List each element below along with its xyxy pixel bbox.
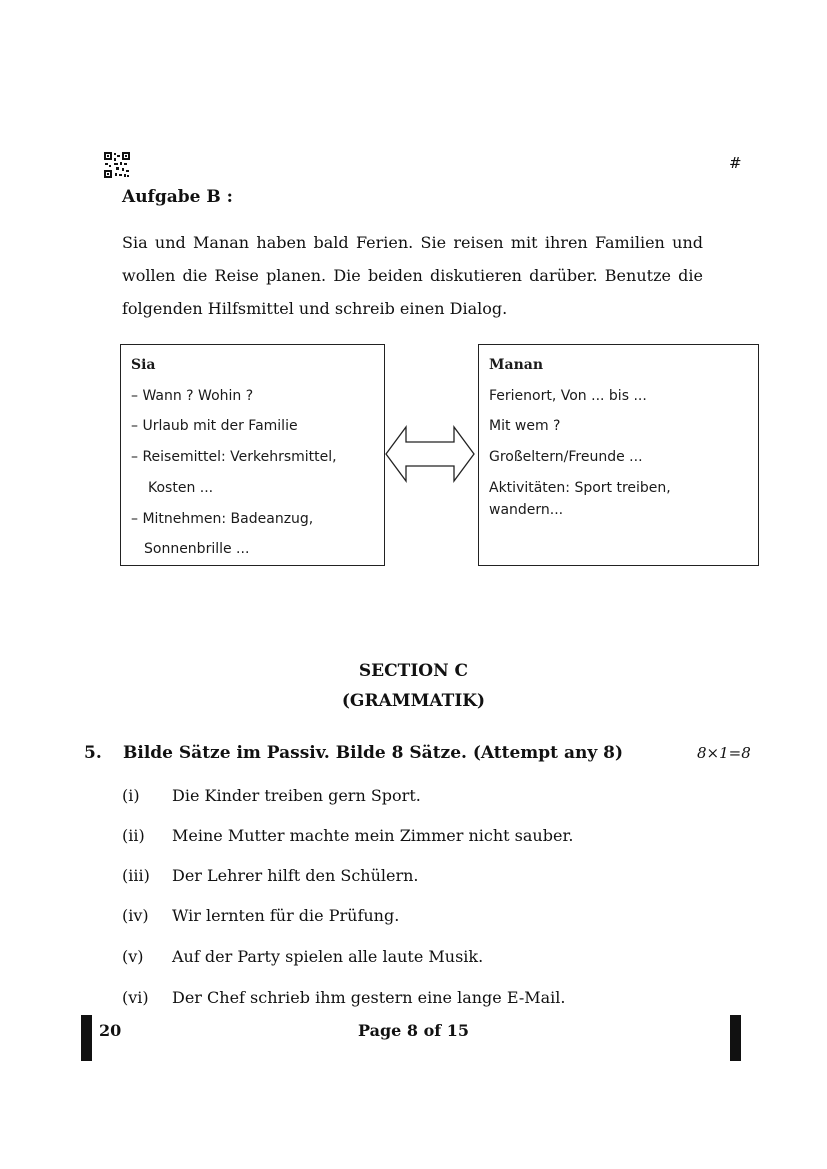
- manan-hint-item: Aktivitäten: Sport treiben,: [489, 480, 671, 496]
- item-number: (v): [122, 947, 144, 966]
- double-arrow-icon: [384, 425, 476, 483]
- question-number: 5.: [84, 743, 102, 763]
- task-instructions: [122, 226, 703, 325]
- section-subtitle: (GRAMMATIK): [341, 691, 486, 711]
- item-sentence: Der Chef schrieb ihm gestern eine lange E-Mail.: [172, 988, 566, 1007]
- sia-hint-item: – Urlaub mit der Familie: [131, 418, 298, 434]
- item-number: (i): [122, 786, 140, 805]
- manan-hint-box: [478, 344, 759, 566]
- qr-code-icon: [104, 152, 130, 178]
- manan-hint-item: Mit wem ?: [489, 418, 561, 434]
- sia-hint-item: Kosten ...: [148, 480, 214, 496]
- sia-hint-item: – Reisemittel: Verkehrsmittel,: [131, 449, 337, 465]
- manan-hint-item: wandern...: [489, 502, 564, 518]
- page-hash-mark: #: [729, 154, 742, 172]
- footer-code: 20: [99, 1021, 122, 1040]
- sia-box-title: Sia: [131, 357, 156, 373]
- manan-hint-item: Ferienort, Von ... bis ...: [489, 388, 647, 404]
- sia-hint-box: [120, 344, 385, 566]
- page-number: Page 8 of 15: [358, 1021, 469, 1040]
- item-number: (iv): [122, 906, 149, 925]
- task-line: folgenden Hilfsmittel und schreib einen Dialog.: [122, 299, 508, 318]
- section-title: SECTION C: [358, 661, 469, 681]
- sia-hint-item: Sonnenbrille ...: [144, 541, 250, 557]
- item-number: (iii): [122, 866, 150, 885]
- item-sentence: Die Kinder treiben gern Sport.: [172, 786, 421, 805]
- item-sentence: Meine Mutter machte mein Zimmer nicht sauber.: [172, 826, 574, 845]
- task-line: wollen die Reise planen. Die beiden diskutieren darüber. Benutze die: [122, 266, 703, 285]
- manan-hint-item: Großeltern/Freunde ...: [489, 449, 643, 465]
- item-number: (vi): [122, 988, 149, 1007]
- item-sentence: Wir lernten für die Prüfung.: [172, 906, 400, 925]
- item-sentence: Der Lehrer hilft den Schülern.: [172, 866, 419, 885]
- question-marks: 8×1=8: [697, 744, 751, 762]
- sia-hint-item: – Mitnehmen: Badeanzug,: [131, 511, 314, 527]
- item-number: (ii): [122, 826, 145, 845]
- task-line: Sia und Manan haben bald Ferien. Sie reisen mit ihren Familien und: [122, 233, 703, 252]
- task-title: Aufgabe B :: [122, 187, 233, 207]
- question-text: Bilde Sätze im Passiv. Bilde 8 Sätze. (Attempt any 8): [123, 743, 623, 763]
- item-sentence: Auf der Party spielen alle laute Musik.: [172, 947, 484, 966]
- sia-hint-item: – Wann ? Wohin ?: [131, 388, 254, 404]
- manan-box-title: Manan: [489, 357, 543, 373]
